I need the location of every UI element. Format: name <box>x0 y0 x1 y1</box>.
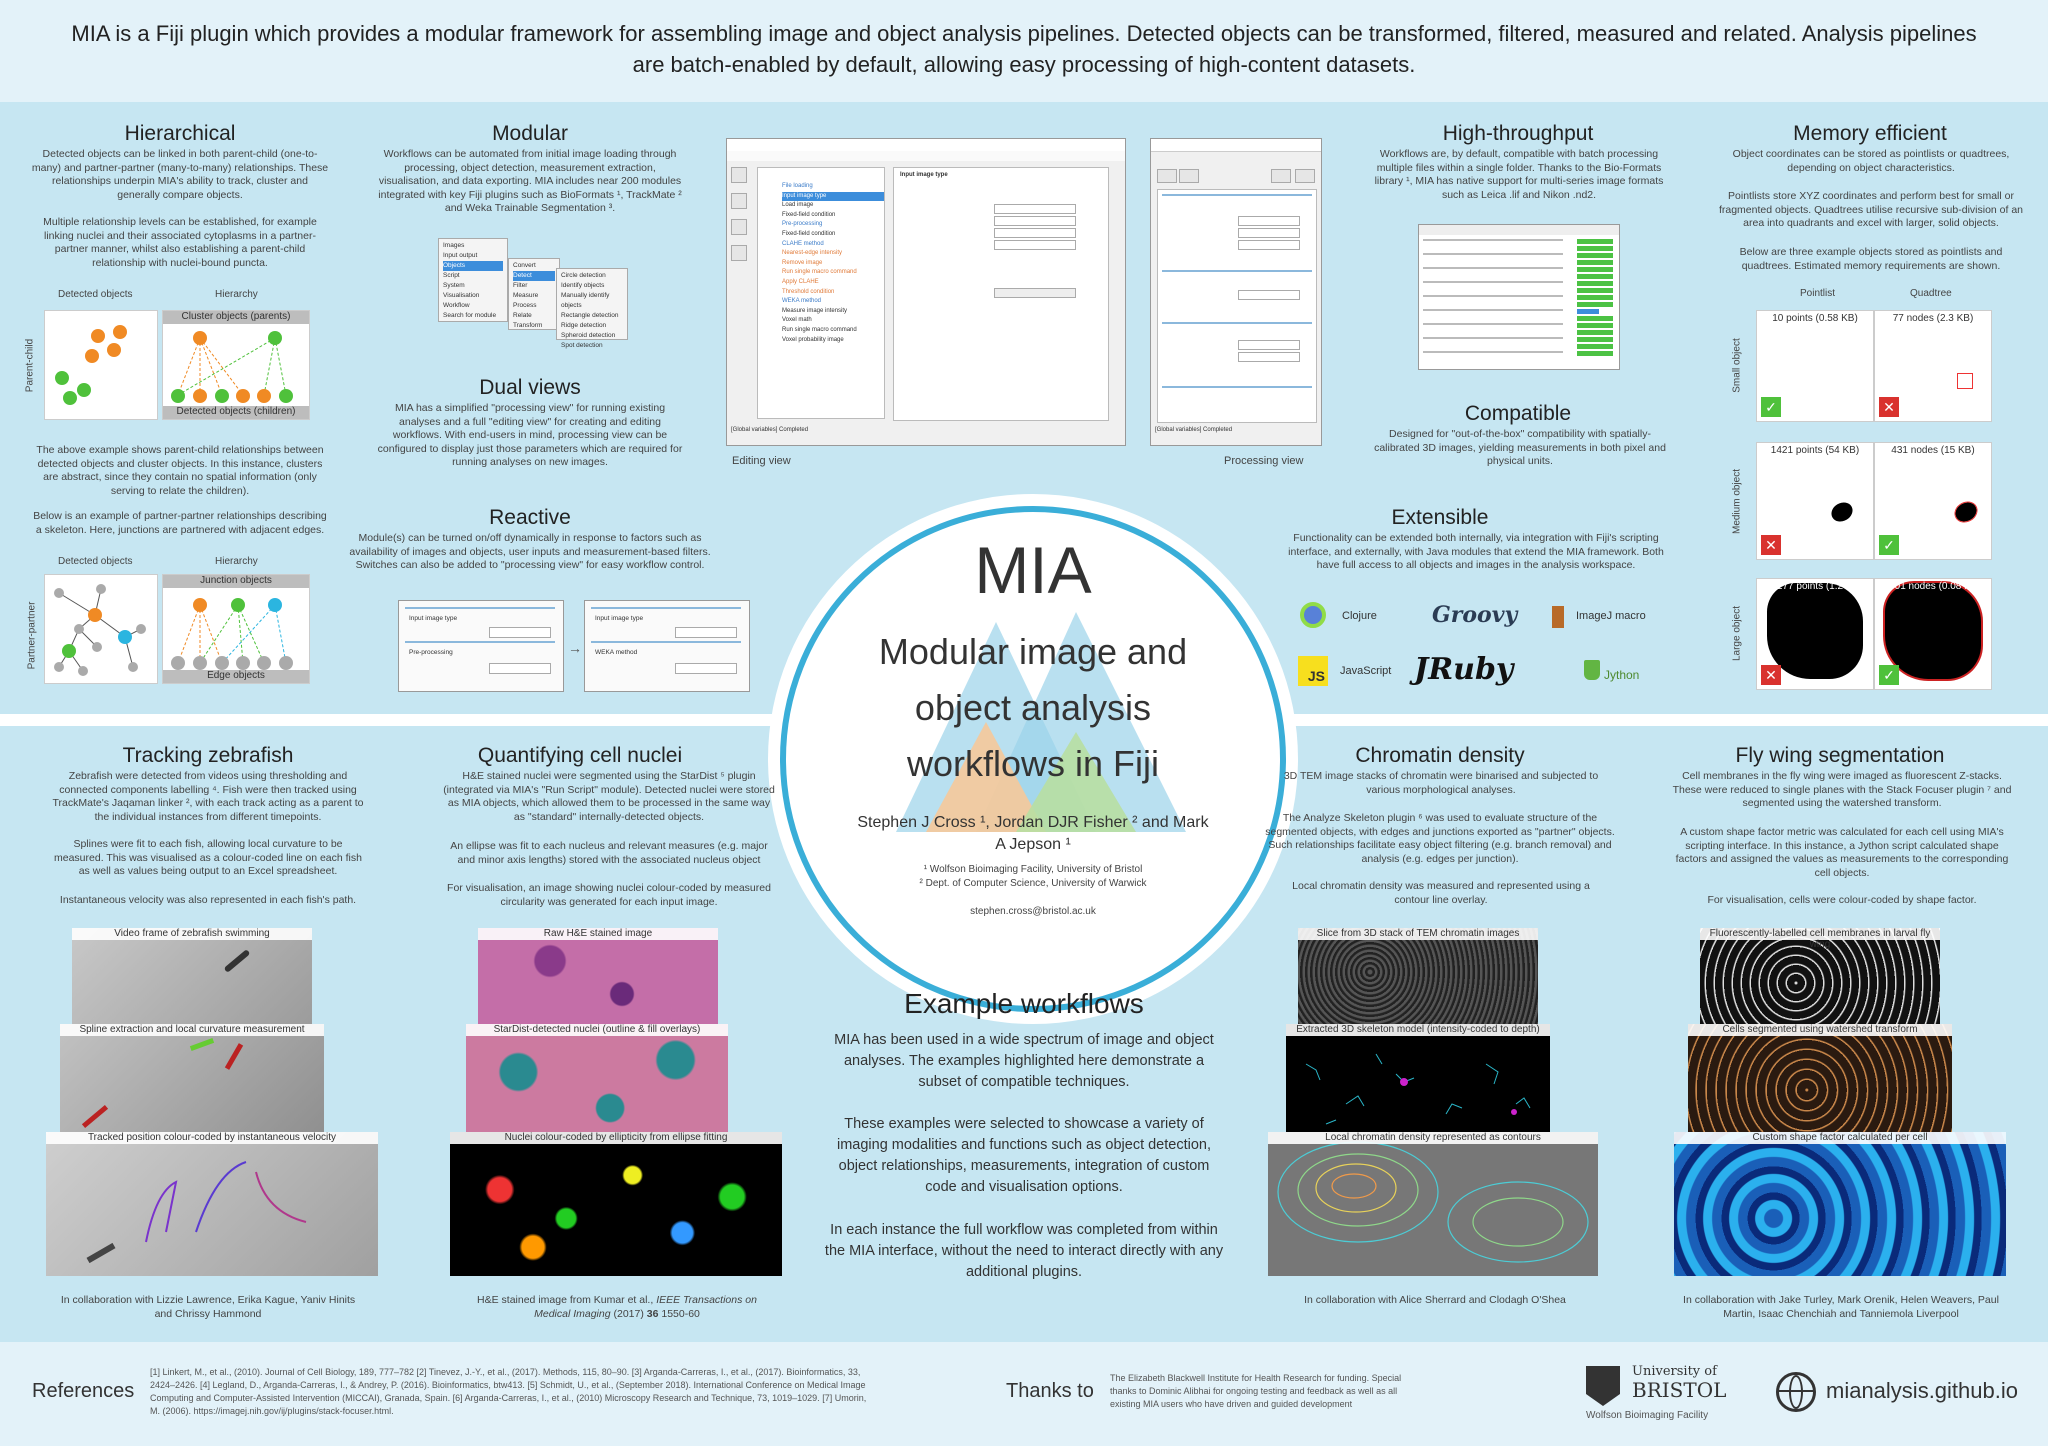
menu-item[interactable]: Visualisation <box>443 292 480 299</box>
zebrafish-video-image <box>72 928 312 1038</box>
intro-banner <box>0 0 2048 102</box>
cross-icon: ✕ <box>1761 535 1781 555</box>
memory-p1: Object coordinates can be stored as pointlists or quadtrees, depending on object characteristics. <box>1732 148 2010 174</box>
arrow-right-icon: → <box>568 640 582 656</box>
memory-cell <box>1874 442 1992 560</box>
dropdown[interactable] <box>675 663 737 674</box>
medium-object-shape <box>1952 499 1980 526</box>
reactive-p1: Module(s) can be turned on/off dynamically in response to factors such as availability of images and objects, user inputs and measurement-based filters. Switches can also be added to "processing view" for easy workflow control. <box>349 532 711 571</box>
bristol-university-of: University of <box>1632 1364 1717 1379</box>
dropdown[interactable] <box>994 228 1076 238</box>
he-raw-image <box>478 928 718 1038</box>
zebrafish-spline-image <box>60 1024 324 1144</box>
chromatin-contours-image <box>1268 1132 1598 1276</box>
module-item[interactable]: Fixed-field condition <box>782 230 836 237</box>
density-contours <box>1268 1132 1598 1276</box>
hierarchical-title: Hierarchical <box>124 122 236 145</box>
memory-cell <box>1874 578 1992 690</box>
module-item[interactable]: Threshold condition <box>782 288 835 295</box>
status-bar: [Global variables] Completed <box>731 427 809 433</box>
modular-p1: Workflows can be automated from initial image loading through processing, object detection, measurement extraction, visualisation, and data exporting. MIA includes near 200 modules integrated with key Fiji plugins such as BioFormats ¹, TrackMate ² and Weka Trainable Segmentation ³. <box>378 148 682 214</box>
module-item[interactable]: Voxel probability image <box>782 336 844 343</box>
edge-node <box>215 656 229 670</box>
examples-p2: These examples were selected to showcase a variety of imaging modalities and functions such as object detection, object relationships, measurements, integration of custom code and visualisation options. <box>837 1116 1211 1195</box>
lang-groovy: Groovy <box>1432 602 1518 628</box>
image-caption: Spline extraction and local curvature measurement <box>60 1024 324 1036</box>
menu-item[interactable]: Transform <box>513 322 543 329</box>
cluster-objects-header: Cluster objects (parents) <box>163 311 309 324</box>
move-up-button[interactable] <box>731 219 747 235</box>
col-quadtree: Quadtree <box>1910 288 1952 299</box>
menubar[interactable] <box>727 151 1125 161</box>
extensible-p1: Functionality can be extended both internally, via integration with Fiji's scripting interface, and externally, with Java modules that extend the MIA framework. Both have full access to all objects and images in the analysis workspace. <box>1288 532 1664 571</box>
status-bar: [Global variables] Completed <box>1155 427 1233 433</box>
credit-pages: 1550-60 <box>658 1307 700 1320</box>
volume-number: 36 <box>646 1307 659 1320</box>
menu-item[interactable]: Workflow <box>443 302 470 309</box>
object-node <box>91 329 105 343</box>
processing-view-label: Processing view <box>1224 455 1304 467</box>
menu-item[interactable]: Circle detection <box>561 272 606 279</box>
lang-jruby: JRuby <box>1414 652 1514 687</box>
large-object-shape <box>1885 583 1981 679</box>
skeleton-fragments <box>1286 1024 1550 1144</box>
memory-cell <box>1756 310 1874 422</box>
journal-name: IEEE Transactions on Medical Imaging <box>534 1294 757 1320</box>
module-item[interactable]: Run single macro command <box>782 269 857 276</box>
menu-item[interactable]: Search for module <box>443 312 497 319</box>
image-caption: Cells segmented using watershed transform <box>1688 1024 1952 1036</box>
dropdown[interactable] <box>994 216 1076 226</box>
label-parent-child: Parent-child <box>24 338 36 393</box>
check-icon: ✓ <box>1879 535 1899 555</box>
fly-wing-membrane-image <box>1700 928 1940 1038</box>
highthroughput-title: High-throughput <box>1442 122 1594 145</box>
clojure-icon <box>1300 602 1326 628</box>
memory-cell-label: 77 nodes (2.3 KB) <box>1892 313 1974 324</box>
credit-text: H&E stained image from Kumar et al., <box>477 1294 657 1306</box>
edge-node <box>193 656 207 670</box>
references-title: References <box>32 1380 135 1402</box>
dropdown[interactable] <box>489 663 551 674</box>
image-caption: Tracked position colour-coded by instantaneous velocity <box>46 1132 378 1144</box>
object-node <box>113 325 127 339</box>
thanks-text: The Elizabeth Blackwell Institute for Health Research for funding. Special thanks to Dominic Alibhai for ongoing testing and feedback as well as all existing MIA users who have driven and guided development <box>1110 1373 1402 1409</box>
hierarchical-p4: Below is an example of partner-partner relationships describing a skeleton. Here, junctions are partnered with adjacent edges. <box>33 510 327 536</box>
lang-jython: Jython <box>1604 668 1640 682</box>
text-field[interactable] <box>1238 290 1300 300</box>
chromatin-p1: 3D TEM image stacks of chromatin were binarised and subjected to various morphological analyses. <box>1283 770 1599 796</box>
menu-item[interactable]: Manually identify objects <box>561 292 610 309</box>
flywing-p3: For visualisation, cells were colour-coded by shape factor. <box>1707 894 1977 906</box>
processing-view-window <box>1150 138 1322 446</box>
memory-p3: Below are three example objects stored as pointlists and quadtrees. Estimated memory requirements are shown. <box>1739 246 2003 272</box>
menu-item[interactable]: Input output <box>443 252 478 259</box>
object-node <box>63 391 77 405</box>
object-node <box>85 349 99 363</box>
edge-node <box>236 656 250 670</box>
edge-node <box>171 656 185 670</box>
junction-hierarchy-panel <box>162 574 310 684</box>
website-link[interactable]: mianalysis.github.io <box>1826 1378 2018 1403</box>
mia-title: MIA <box>974 533 1092 607</box>
mia-subtitle: Modular image and object analysis workflows in Fiji <box>878 631 1188 784</box>
detected-objects-panel <box>44 310 158 420</box>
editing-view-label: Editing view <box>732 455 791 467</box>
memory-cell-label: 1421 points (54 KB) <box>1770 445 1860 456</box>
tem-chromatin-image <box>1298 928 1538 1038</box>
menu-item[interactable]: Measure <box>513 292 539 299</box>
parameter-panel <box>893 167 1109 421</box>
authors: Stephen J Cross ¹, Jordan DJR Fisher ² and Mark A Jepson ¹ <box>857 814 1209 853</box>
save-button[interactable] <box>1179 169 1199 183</box>
image-caption: Custom shape factor calculated per cell <box>1674 1132 2006 1144</box>
large-object-shape <box>1767 583 1863 679</box>
image-caption: Slice from 3D stack of TEM chromatin images <box>1298 928 1538 940</box>
contact-email[interactable]: stephen.cross@bristol.ac.uk <box>970 906 1096 917</box>
nuclei-p1: H&E stained nuclei were segmented using the StarDist ⁵ plugin (integrated via MIA's "Run Script" module). Detected nuclei were stored as MIA objects, which allowed them to be processed in the same way as "standard" internally-detected objects. <box>443 770 775 823</box>
dropdown[interactable] <box>1238 240 1300 250</box>
flywing-credit: In collaboration with Jake Turley, Mark Orenik, Helen Weavers, Paul Martin, Isaac Chenchiah and Tanniemola Liverpool <box>1683 1294 1999 1320</box>
skeleton-model-image <box>1286 1024 1550 1144</box>
menu-item[interactable]: System <box>443 282 465 289</box>
references-text: [1] Linkert, M., et al., (2010). Journal of Cell Biology, 189, 777–782 [2] Tinevez, J.-Y., et al., (2017). Methods, 115, 80–90. [3] Arganda-Carreras, I., et al., (2017). Bioinformatics, 33, 2424–2426. [4] Legland, D., Arganda-Carreras, I., & Andrey, P. (2016). Bioinformatics, btw413. [5] Schmidt, U., et al., (September 2018). International Conference on Medical Image Computing and Computer-Assisted Intervention (MICCAI), Granada, Spain. [6] Arganda-Carreras, I., et al., (2010) Microscopy Research and Technique, 73, 1019–1029. [7] Umorin, M. (2006). https://imagej.nih.gov/ij/plugins/stack-focuser.html. <box>150 1367 867 1416</box>
shape-factor-image <box>1674 1132 2006 1276</box>
move-down-button[interactable] <box>731 245 747 261</box>
jython-cup-icon <box>1584 660 1600 680</box>
javascript-icon: JS <box>1298 656 1328 686</box>
image-caption: StarDist-detected nuclei (outline & fill overlays) <box>466 1024 728 1036</box>
memory-cell-label: 2601 nodes (0.08 MB) <box>1883 581 1983 592</box>
footer <box>0 1342 2048 1446</box>
add-button[interactable] <box>994 288 1076 298</box>
object-node <box>55 371 69 385</box>
text-field[interactable] <box>994 204 1076 214</box>
param-row: Pre-processing <box>409 649 453 656</box>
cluster-node <box>193 331 207 345</box>
flywing-p2: A custom shape factor metric was calculated for each cell using MIA's scripting interface. In this instance, a Jython script calculated shape factors and assigned the values as measurements to the corresponding cell objects. <box>1675 826 2009 879</box>
menu-item[interactable]: Relate <box>513 312 532 319</box>
row-small: Small object <box>1731 338 1743 393</box>
col-pointlist: Pointlist <box>1800 288 1836 299</box>
cross-icon: ✕ <box>1879 397 1899 417</box>
memory-cell-label: 10 points (0.58 KB) <box>1772 313 1858 324</box>
batch-file-table <box>1418 224 1620 370</box>
chromatin-title: Chromatin density <box>1355 744 1525 767</box>
menu-item[interactable]: Spheroid detection <box>561 332 616 339</box>
menu-item[interactable]: Detect <box>513 271 555 281</box>
image-caption: Video frame of zebrafish swimming <box>72 928 312 940</box>
memory-cell <box>1756 578 1874 690</box>
reactive-before-panel <box>398 600 564 692</box>
label-detected-objects-2: Detected objects <box>58 556 133 567</box>
junction-node <box>193 598 207 612</box>
child-node <box>236 389 250 403</box>
menu-item[interactable]: Rectangle detection <box>561 312 619 319</box>
module-item[interactable]: Nearest-edge intensity <box>782 250 843 257</box>
add-module-button[interactable] <box>731 167 747 183</box>
cluster-node <box>268 331 282 345</box>
dualviews-title: Dual views <box>479 376 581 399</box>
imagej-microscope-icon <box>1552 606 1564 628</box>
compatible-title: Compatible <box>1464 402 1572 425</box>
run-button[interactable] <box>1271 169 1291 183</box>
object-node <box>77 383 91 397</box>
row-large: Large object <box>1731 605 1743 662</box>
stardist-overlay-image <box>466 1024 728 1144</box>
lang-imagej-macro: ImageJ macro <box>1576 610 1646 622</box>
children-footer: Detected objects (children) <box>163 406 309 419</box>
chromatin-p3: Local chromatin density was measured and represented using a contour line overlay. <box>1292 880 1590 906</box>
row-medium: Medium object <box>1731 468 1743 535</box>
nuclei-credit <box>462 1294 772 1321</box>
child-node <box>215 389 229 403</box>
text-field[interactable] <box>1238 352 1300 362</box>
medium-object-shape <box>1828 499 1856 526</box>
tracking-p2: Splines were fit to each fish, allowing local curvature to be measured. This was visualised as a colour-coded line on each fish as well as values being output to an Excel spreadsheet. <box>54 838 362 877</box>
stop-button[interactable] <box>1295 169 1315 183</box>
nuclei-p3: For visualisation, an image showing nuclei colour-coded by measured circularity was generated for each input image. <box>447 882 771 908</box>
menu-item[interactable]: Spot detection <box>561 342 603 349</box>
check-icon: ✓ <box>1761 397 1781 417</box>
extensible-title: Extensible <box>1391 506 1489 529</box>
reactive-after-panel <box>584 600 750 692</box>
image-caption: Local chromatin density represented as contours <box>1268 1132 1598 1144</box>
child-node <box>257 389 271 403</box>
dropdown[interactable] <box>994 240 1076 250</box>
module-item[interactable]: Input image type <box>782 192 884 202</box>
module-list[interactable] <box>757 167 885 419</box>
chromatin-credit: In collaboration with Alice Sherrard and Clodagh O'Shea <box>1304 1294 1566 1306</box>
text-field[interactable] <box>1238 340 1300 350</box>
modular-title: Modular <box>492 122 568 145</box>
lang-clojure: Clojure <box>1342 610 1377 622</box>
window-titlebar <box>1151 139 1321 152</box>
module-item[interactable]: Voxel math <box>782 317 812 324</box>
edge-objects-footer: Edge objects <box>163 670 309 683</box>
label-hierarchy-2: Hierarchy <box>215 556 258 567</box>
editing-view-window <box>726 138 1126 446</box>
zebrafish-velocity-image <box>46 1132 378 1276</box>
module-item[interactable]: File loading <box>782 183 813 189</box>
image-caption: Extracted 3D skeleton model (intensity-coded to depth) <box>1286 1024 1550 1036</box>
examples-title: Example workflows <box>904 988 1144 1019</box>
velocity-tracks <box>46 1132 378 1276</box>
watershed-segmentation-image <box>1688 1024 1952 1144</box>
selected-module-name: Input image type <box>900 172 948 178</box>
label-hierarchy: Hierarchy <box>215 289 258 300</box>
memory-cell-label: 31277 points (1.2 MB) <box>1765 581 1865 592</box>
module-item[interactable]: Remove image <box>782 259 823 266</box>
hierarchical-p3: The above example shows parent-child relationships between detected objects and cluster objects. In this instance, clusters are abstract, since they contain no spatial information (only serving to relate the children). <box>36 444 324 497</box>
menu-item[interactable]: Identify objects <box>561 282 605 289</box>
module-item[interactable]: Load image <box>782 202 814 209</box>
bristol-crest-icon <box>1586 1366 1620 1406</box>
dropdown[interactable] <box>1238 228 1300 238</box>
bristol-name: BRISTOL <box>1632 1378 1727 1402</box>
quadtree-nodes <box>1957 373 1973 389</box>
param-row: Input image type <box>595 615 644 622</box>
label-detected-objects: Detected objects <box>58 289 133 300</box>
param-row: Input image type <box>409 615 458 622</box>
dualviews-p1: MIA has a simplified "processing view" for running existing analyses and a full "editing view" for creating and editing workflows. With end-users in mind, processing view can be configured to display just those parameters which are required for running analyses on new images. <box>377 402 683 468</box>
skeleton-panel <box>44 574 158 684</box>
menu-item[interactable]: Filter <box>513 282 528 289</box>
title-circle <box>780 506 1286 1012</box>
tracking-p1: Zebrafish were detected from videos using thresholding and connected components labelling ⁴. Fish were then tracked using TrackMate's Jaqaman linker ², with each track acting as a parent to the individual instances from different timepoints. <box>52 770 364 823</box>
module-item[interactable]: Pre-processing <box>782 221 823 228</box>
nuclei-ellipticity-image <box>450 1132 782 1276</box>
memory-cell-label: 431 nodes (15 KB) <box>1891 445 1975 456</box>
child-node <box>279 389 293 403</box>
module-menu-level3[interactable] <box>556 268 628 349</box>
image-caption: Raw H&E stained image <box>478 928 718 940</box>
module-item[interactable]: Apply CLAHE <box>782 278 819 285</box>
affiliation-1: ¹ Wolfson Bioimaging Facility, University of Bristol <box>923 864 1143 875</box>
text-field[interactable] <box>1238 216 1300 226</box>
menu-item[interactable]: Process <box>513 302 537 309</box>
tracking-credit: In collaboration with Lizzie Lawrence, Erika Kague, Yaniv Hinits and Chrissy Hammond <box>60 1294 356 1320</box>
thanks-title: Thanks to <box>1006 1380 1094 1402</box>
junction-objects-header: Junction objects <box>163 575 309 588</box>
param-row: WEKA method <box>595 649 638 656</box>
affiliation-2: ² Dept. of Computer Science, University of Warwick <box>919 878 1147 889</box>
memory-p2: Pointlists store XYZ coordinates and perform best for small or fragmented objects. Quadtrees utilise recursive sub-division of an area into quadrants and excel with larger, solid objects. <box>1718 190 2024 229</box>
menu-item[interactable]: Objects <box>443 261 503 271</box>
batch-rows <box>1419 225 1619 369</box>
skeleton-graph <box>45 575 157 683</box>
image-caption: Fluorescently-labelled cell membranes in larval fly wing <box>1700 928 1940 940</box>
menu-item[interactable]: Images <box>443 242 465 249</box>
memory-cell <box>1756 442 1874 560</box>
processing-parameters <box>1157 189 1317 423</box>
dropdown[interactable] <box>675 627 737 638</box>
reactive-title: Reactive <box>489 506 571 529</box>
highthroughput-p1: Workflows are, by default, compatible with batch processing multiple files within a single folder. Thanks to the Bio-Formats library ¹, MIA has native support for multi-series image formats such as Leica .lif and Nikon .nd2. <box>1374 148 1664 201</box>
image-caption: Nuclei colour-coded by ellipticity from ellipse fitting <box>450 1132 782 1144</box>
memory-title: Memory efficient <box>1793 122 1947 145</box>
examples-p3: In each instance the full workflow was completed from within the MIA interface, without the need to interact directly with any additional plugins. <box>824 1222 1224 1280</box>
cross-icon: ✕ <box>1761 665 1781 685</box>
hierarchical-p1: Detected objects can be linked in both parent-child (one-to-many) and partner-partner (many-to-many) relationships. These relationships underpin MIA's ability to track, cluster and generally compare objects. <box>31 148 329 201</box>
bristol-facility: Wolfson Bioimaging Facility <box>1586 1410 1709 1421</box>
lang-javascript: JavaScript <box>1340 665 1392 677</box>
compatible-p1: Designed for "out-of-the-box" compatibility with spatially-calibrated 3D images, yielding measurements in both pixel and physical units. <box>1374 428 1666 467</box>
nuclei-title: Quantifying cell nuclei <box>477 744 683 767</box>
dropdown[interactable] <box>489 627 551 638</box>
cluster-hierarchy-panel <box>162 310 310 420</box>
module-item[interactable]: Measure image intensity <box>782 307 848 314</box>
edge-node <box>257 656 271 670</box>
load-button[interactable] <box>1157 169 1177 183</box>
junction-node <box>231 598 245 612</box>
module-item[interactable]: Run single macro command <box>782 326 857 333</box>
edge-node <box>279 656 293 670</box>
tracking-title: Tracking zebrafish <box>122 744 294 767</box>
hierarchical-p2: Multiple relationship levels can be established, for example linking nuclei and their associated cytoplasms in a partner-partner manner, whilst also establishing a parent-child relationship with nuclei-bound puncta. <box>43 216 317 269</box>
memory-cell <box>1874 310 1992 422</box>
check-icon: ✓ <box>1879 665 1899 685</box>
examples-p1: MIA has been used in a wide spectrum of image and object analyses. The examples highlighted here demonstrate a subset of compatible techniques. <box>834 1032 1214 1090</box>
menu-item[interactable]: Ridge detection <box>561 322 607 329</box>
tracking-p3: Instantaneous velocity was also represented in each fish's path. <box>59 894 357 906</box>
flywing-p1: Cell membranes in the fly wing were imaged as fluorescent Z-stacks. These were reduced to single planes with the Stack Focuser plugin ⁷ and segmented using the watershed transform. <box>1672 770 2012 809</box>
module-item[interactable]: WEKA method <box>782 298 822 305</box>
flywing-title: Fly wing segmentation <box>1735 744 1945 767</box>
nuclei-p2: An ellipse was fit to each nucleus and relevant measures (e.g. major and minor axis lengths) stored with the associated nucleus object <box>450 840 768 866</box>
object-node <box>107 343 121 357</box>
junction-node <box>268 598 282 612</box>
intro-text: MIA is a Fiji plugin which provides a modular framework for assembling image and object analysis pipelines. Detected objects can be transformed, filtered, measured and related. Analysis pipelines are batch-enabled by default, allowing easy processing of high-content datasets. <box>71 21 1977 77</box>
globe-icon <box>1776 1372 1816 1412</box>
credit-year: (2017) <box>610 1307 647 1320</box>
remove-module-button[interactable] <box>731 193 747 209</box>
module-menu-level2[interactable] <box>508 258 560 330</box>
child-node <box>193 389 207 403</box>
module-menu-level1[interactable] <box>438 238 508 322</box>
child-node <box>171 389 185 403</box>
chromatin-p2: The Analyze Skeleton plugin ⁶ was used to evaluate structure of the segmented objects, with edges and junctions exported as "partner" objects. Such relationships facilitate easy object filtering (e.g. branch removal) and analysis (e.g. edges per junction). <box>1265 812 1615 865</box>
label-partner-partner: Partner-partner <box>26 601 38 670</box>
side-toolbar <box>731 167 747 417</box>
module-item[interactable]: Fixed-field condition <box>782 211 836 218</box>
menu-item[interactable]: Script <box>443 272 460 279</box>
menu-item[interactable]: Convert <box>513 262 536 269</box>
module-item[interactable]: CLAHE method <box>782 240 824 247</box>
